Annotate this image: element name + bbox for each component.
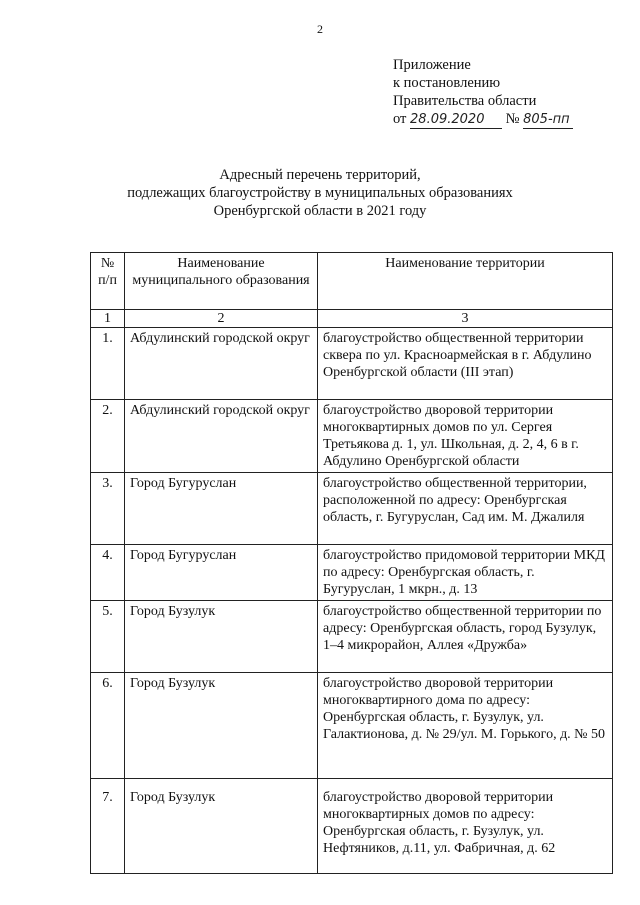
table-row — [91, 601, 613, 673]
row-municipality: Город Бугуруслан — [125, 545, 318, 601]
row-municipality: Город Бузулук — [125, 673, 318, 779]
row-territory: благоустройство дворовой территории многоквартирных домов по адресу: Оренбургская область, г. Бузулук, ул. Нефтяников, д.11, ул. Фабричная, д. 62 — [318, 779, 613, 874]
title-line-3: Оренбургской области в 2021 году — [213, 203, 427, 219]
page-number: 2 — [317, 22, 323, 36]
resolution-date: 28.09.2020 — [410, 112, 502, 129]
row-num: 3. — [91, 473, 125, 545]
row-municipality: Город Бугуруслан — [125, 473, 318, 545]
from-label: от — [393, 111, 407, 127]
title-line-1: Адресный перечень территорий, — [219, 167, 421, 183]
row-territory: благоустройство придомовой территории МКД по адресу: Оренбургская область, г. Бугуруслан, 1 мкрн., д. 13 — [318, 545, 613, 601]
row-num: 1. — [91, 328, 125, 400]
resolution-number: 805-пп — [523, 112, 573, 129]
col-number-2: 2 — [125, 310, 318, 328]
table-row — [91, 779, 613, 874]
col-number-3: 3 — [318, 310, 613, 328]
appendix-line-2: к постановлению — [393, 75, 501, 91]
header-territory: Наименование территории — [318, 253, 613, 310]
row-num: 5. — [91, 601, 125, 673]
row-municipality: Абдулинский городской округ — [125, 400, 318, 473]
header-row — [91, 253, 613, 310]
row-territory: благоустройство общественной территории, расположенной по адресу: Оренбургская область, г. Бугуруслан, Сад им. М. Джалиля — [318, 473, 613, 545]
row-municipality: Абдулинский городской округ — [125, 328, 318, 400]
number-label: № — [505, 111, 520, 127]
appendix-date-line — [393, 110, 573, 129]
row-municipality: Город Бузулук — [125, 601, 318, 673]
row-num: 4. — [91, 545, 125, 601]
row-municipality: Город Бузулук — [125, 779, 318, 874]
territory-table — [90, 252, 613, 874]
row-territory: благоустройство общественной территории сквера по ул. Красноармейская в г. Абдулино Оренбургской области (III этап) — [318, 328, 613, 400]
table-row — [91, 400, 613, 473]
document-title — [0, 166, 640, 220]
header-num: № п/п — [91, 253, 125, 310]
row-num: 7. — [91, 779, 125, 874]
col-number-row — [91, 310, 613, 328]
appendix-block — [393, 56, 573, 129]
row-territory: благоустройство дворовой территории многоквартирных домов по ул. Сергея Третьякова д. 1, ул. Школьная, д. 2, 4, 6 в г. Абдулино Оренбургской области — [318, 400, 613, 473]
table-row — [91, 545, 613, 601]
appendix-line-3: Правительства области — [393, 93, 537, 109]
row-num: 6. — [91, 673, 125, 779]
col-number-1: 1 — [91, 310, 125, 328]
header-municipality: Наименование муниципального образования — [125, 253, 318, 310]
title-line-2: подлежащих благоустройству в муниципальных образованиях — [127, 185, 513, 201]
table-row — [91, 673, 613, 779]
row-territory: благоустройство дворовой территории многоквартирного дома по адресу: Оренбургская область, г. Бузулук, ул. Галактионова, д. № 29/ул. М. Горького, д. № 50 — [318, 673, 613, 779]
row-num: 2. — [91, 400, 125, 473]
table-row — [91, 328, 613, 400]
appendix-line-1: Приложение — [393, 57, 471, 73]
table-row — [91, 473, 613, 545]
row-territory: благоустройство общественной территории по адресу: Оренбургская область, город Бузулук, 1–4 микрорайон, Аллея «Дружба» — [318, 601, 613, 673]
